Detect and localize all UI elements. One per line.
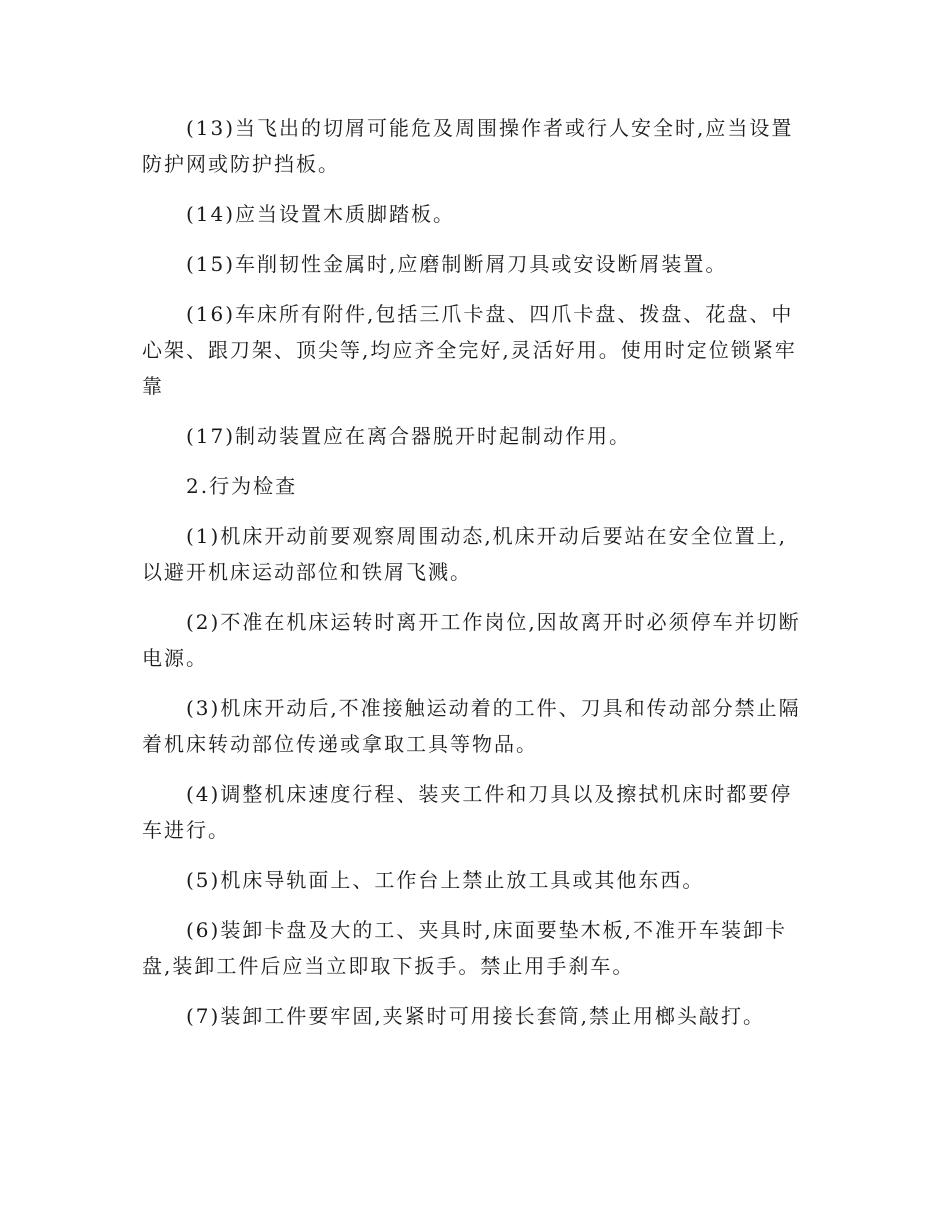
paragraph-item-4: (4)调整机床速度行程、装夹工件和刀具以及擦拭机床时都要停车进行。 — [142, 782, 793, 842]
paragraph-item-1: (1)机床开动前要观察周围动态,机床开动后要站在安全位置上,以避开机床运动部位和铁屑飞溅。 — [142, 524, 788, 584]
paragraph-item-16: (16)车床所有附件,包括三爪卡盘、四爪卡盘、拨盘、花盘、中心架、跟刀架、顶尖等,均应齐全完好,灵活好用。使用时定位锁紧牢靠 — [142, 302, 797, 398]
paragraph-item-5: (5)机床导轨面上、工作台上禁止放工具或其他东西。 — [186, 868, 705, 892]
paragraph-item-15: (15)车削韧性金属时,应磨制断屑刀具或安设断屑装置。 — [186, 252, 728, 276]
paragraph-item-2: (2)不准在机床运转时离开工作岗位,因故离开时必须停车并切断电源。 — [142, 610, 801, 670]
paragraph-item-17: (17)制动装置应在离合器脱开时起制动作用。 — [186, 424, 632, 448]
paragraph-item-14: (14)应当设置木质脚踏板。 — [186, 202, 456, 226]
paragraph-item-6: (6)装卸卡盘及大的工、夹具时,床面要垫木板,不准开车装卸卡盘,装卸工件后应当立即取下扳手。禁止用手刹车。 — [142, 918, 788, 978]
section-heading-behavior-check: 2.行为检查 — [186, 474, 298, 498]
paragraph-item-7: (7)装卸工件要牢固,夹紧时可用接长套筒,禁止用榔头敲打。 — [186, 1004, 766, 1028]
paragraph-item-13: (13)当飞出的切屑可能危及周围操作者或行人安全时,应当设置防护网或防护挡板。 — [142, 116, 794, 176]
paragraph-item-3: (3)机床开动后,不准接触运动着的工件、刀具和传动部分禁止隔着机床转动部位传递或拿取工具等物品。 — [142, 696, 801, 756]
document-page — [142, 110, 807, 1048]
